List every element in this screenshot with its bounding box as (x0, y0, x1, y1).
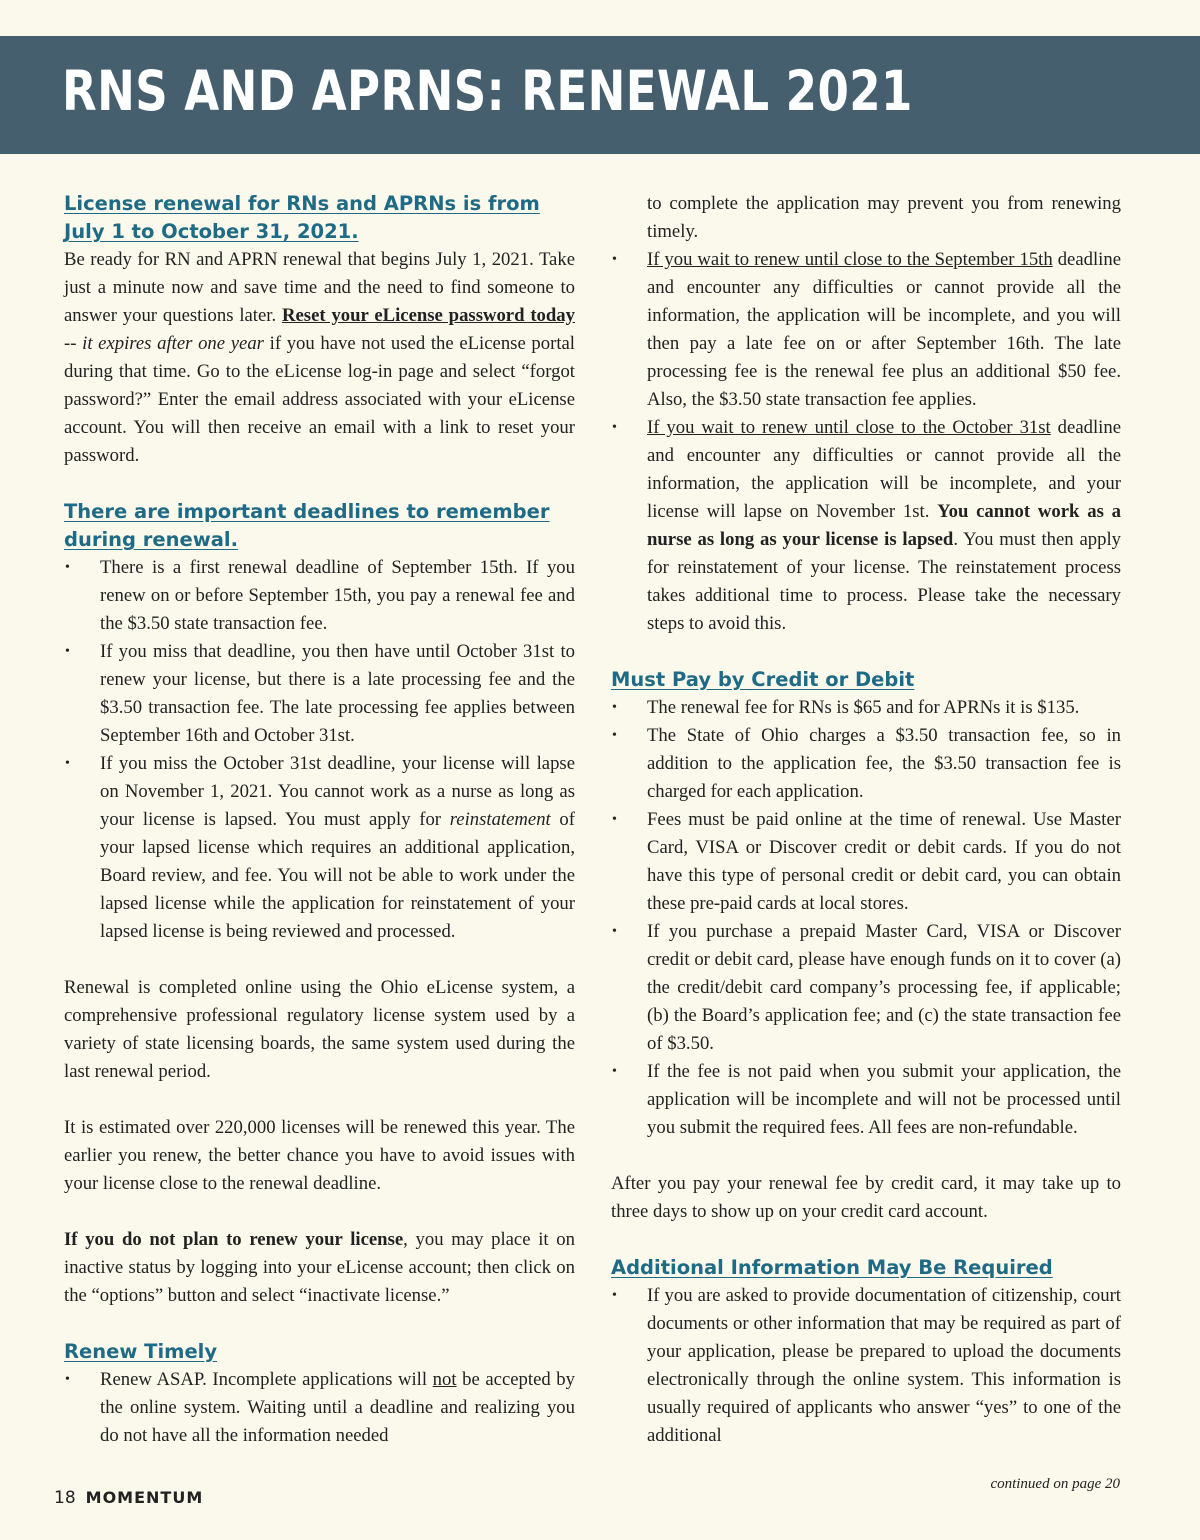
list-item (611, 246, 1121, 414)
timely-list (64, 1366, 575, 1450)
cannot-work-warning: You cannot work as a nurse as long as your license is lapsed (647, 501, 1121, 550)
inactive-lead: If you do not plan to renew your license (64, 1229, 404, 1250)
right-column (611, 190, 1121, 1450)
intro-dash: -- (64, 333, 83, 354)
page-footer (54, 1485, 203, 1510)
additional-list (611, 1282, 1121, 1450)
reinstatement-term: reinstatement (449, 809, 551, 830)
list-item: • The State of Ohio charges a $3.50 transaction fee, so in addition to the application fee, the $3.50 transaction fee is charged for each application. (611, 722, 1121, 806)
list-item-text: deadline and encounter any difficulties or cannot provide all the information, the application will be incomplete, and your license will lapse on November 1st. (647, 417, 1121, 522)
list-item: • There is a first renewal deadline of September 15th. If you renew on or before September 15th, you pay a renewal fee and the $3.50 state transaction fee. (64, 554, 575, 638)
list-item-text: deadline and encounter any difficulties or cannot provide all the information, the application will be incomplete, and you will then pay a late fee on or after September 16th. The late processing fee is the renewal fee plus an additional $50 fee. Also, the $3.50 state transaction fee applies. (647, 249, 1121, 410)
list-item: • If you are asked to provide documentation of citizenship, court documents or other information that may be required as part of your application, please be prepared to upload the documents electronically through the online system. This information is usually required of applicants who answer “yes” to one of the additional (611, 1282, 1121, 1450)
left-column (64, 190, 575, 1450)
inactive-paragraph (64, 1226, 575, 1310)
timely-list-continued (611, 190, 1121, 638)
payment-list (611, 694, 1121, 1142)
deadlines-list (64, 554, 575, 946)
list-item (64, 750, 575, 946)
intro-text-rest: if you have not used the eLicense portal during that time. Go to the eLicense log-in page and select “forgot password?” Enter the email address associated with your eLicense account. You will then receive an email with a link to reset your password. (64, 333, 575, 466)
list-item: • If you miss that deadline, you then have until October 31st to renew your license, but there is a late processing fee and the $3.50 transaction fee. The late processing fee applies between September 16th and October 31st. (64, 638, 575, 750)
list-item-text-rest: . You must then apply for reinstatement of your license. The reinstatement process takes additional time to process. Please take the necessary steps to avoid this. (647, 529, 1121, 634)
heading-must-pay: Must Pay by Credit or Debit (611, 668, 915, 691)
list-item: • Fees must be paid online at the time of renewal. Use Master Card, VISA or Discover credit or debit cards. If you do not have this type of personal credit or debit card, you can obtain these pre-paid cards at local stores. (611, 806, 1121, 918)
heading-deadlines: There are important deadlines to remember during renewal. (64, 500, 550, 551)
list-item-text: If you miss the October 31st deadline, your license will lapse on November 1, 2021. You cannot work as a nurse as long as your license is lapsed. You must apply for (100, 753, 575, 830)
intro-text: Be ready for RN and APRN renewal that begins July 1, 2021. Take just a minute now and save time and the need to find someone to answer your questions later. (64, 249, 575, 326)
continued-note: continued on page 20 (990, 1476, 1120, 1492)
estimate-paragraph: It is estimated over 220,000 licenses will be renewed this year. The earlier you renew, the better chance you have to avoid issues with your license close to the renewal deadline. (64, 1117, 575, 1194)
list-item-text-rest: be accepted by the online system. Waiting until a deadline and realizing you do not have all the information needed (100, 1369, 575, 1446)
list-item-continued: to complete the application may prevent you from renewing timely. (647, 193, 1121, 242)
heading-renew-timely: Renew Timely (64, 1340, 218, 1363)
list-item-text-rest: of your lapsed license which requires an additional application, Board review, and fee. You will not be able to work under the lapsed license while the application for reinstatement of your lapsed license is being reviewed and processed. (100, 809, 575, 942)
not-emphasis: not (432, 1369, 457, 1390)
list-item: • The renewal fee for RNs is $65 and for APRNs it is $135. (611, 694, 1121, 722)
october-warning: If you wait to renew until close to the October 31st (647, 417, 1051, 438)
expires-note: it expires after one year (82, 333, 264, 354)
page-number: 18 (54, 1488, 76, 1508)
september-warning: If you wait to renew until close to the September 15th (647, 249, 1053, 270)
reset-password-text: Reset your eLicense password today (282, 305, 575, 326)
list-item: • If you purchase a prepaid Master Card, VISA or Discover credit or debit card, please have enough funds on it to cover (a) the credit/debit card company’s processing fee, if applicable; (b) the Board’s application fee; and (c) the state transaction fee of $3.50. (611, 918, 1121, 1058)
magazine-name: MOMENTUM (85, 1488, 204, 1507)
list-item: • If the fee is not paid when you submit your application, the application will be incomplete and will not be processed until you submit the required fees. All fees are non-refundable. (611, 1058, 1121, 1142)
intro-paragraph (64, 246, 575, 470)
list-item (64, 1366, 575, 1450)
heading-additional-info: Additional Information May Be Required (611, 1256, 1053, 1279)
credit-card-paragraph: After you pay your renewal fee by credit card, it may take up to three days to show up on your credit card account. (611, 1173, 1121, 1222)
heading-renewal-period: License renewal for RNs and APRNs is from July 1 to October 31, 2021. (64, 192, 540, 243)
inactive-text: , you may place it on inactive status by logging into your eLicense account; then click on the “options” button and select “inactivate license.” (64, 1229, 575, 1306)
list-item (611, 414, 1121, 638)
page-title: RNS AND APRNS: RENEWAL 2021 (62, 59, 913, 123)
elicense-paragraph: Renewal is completed online using the Ohio eLicense system, a comprehensive professional regulatory license system used by a variety of state licensing boards, the same system used during the last renewal period. (64, 977, 575, 1082)
list-item-text: Renew ASAP. Incomplete applications will (100, 1369, 433, 1390)
